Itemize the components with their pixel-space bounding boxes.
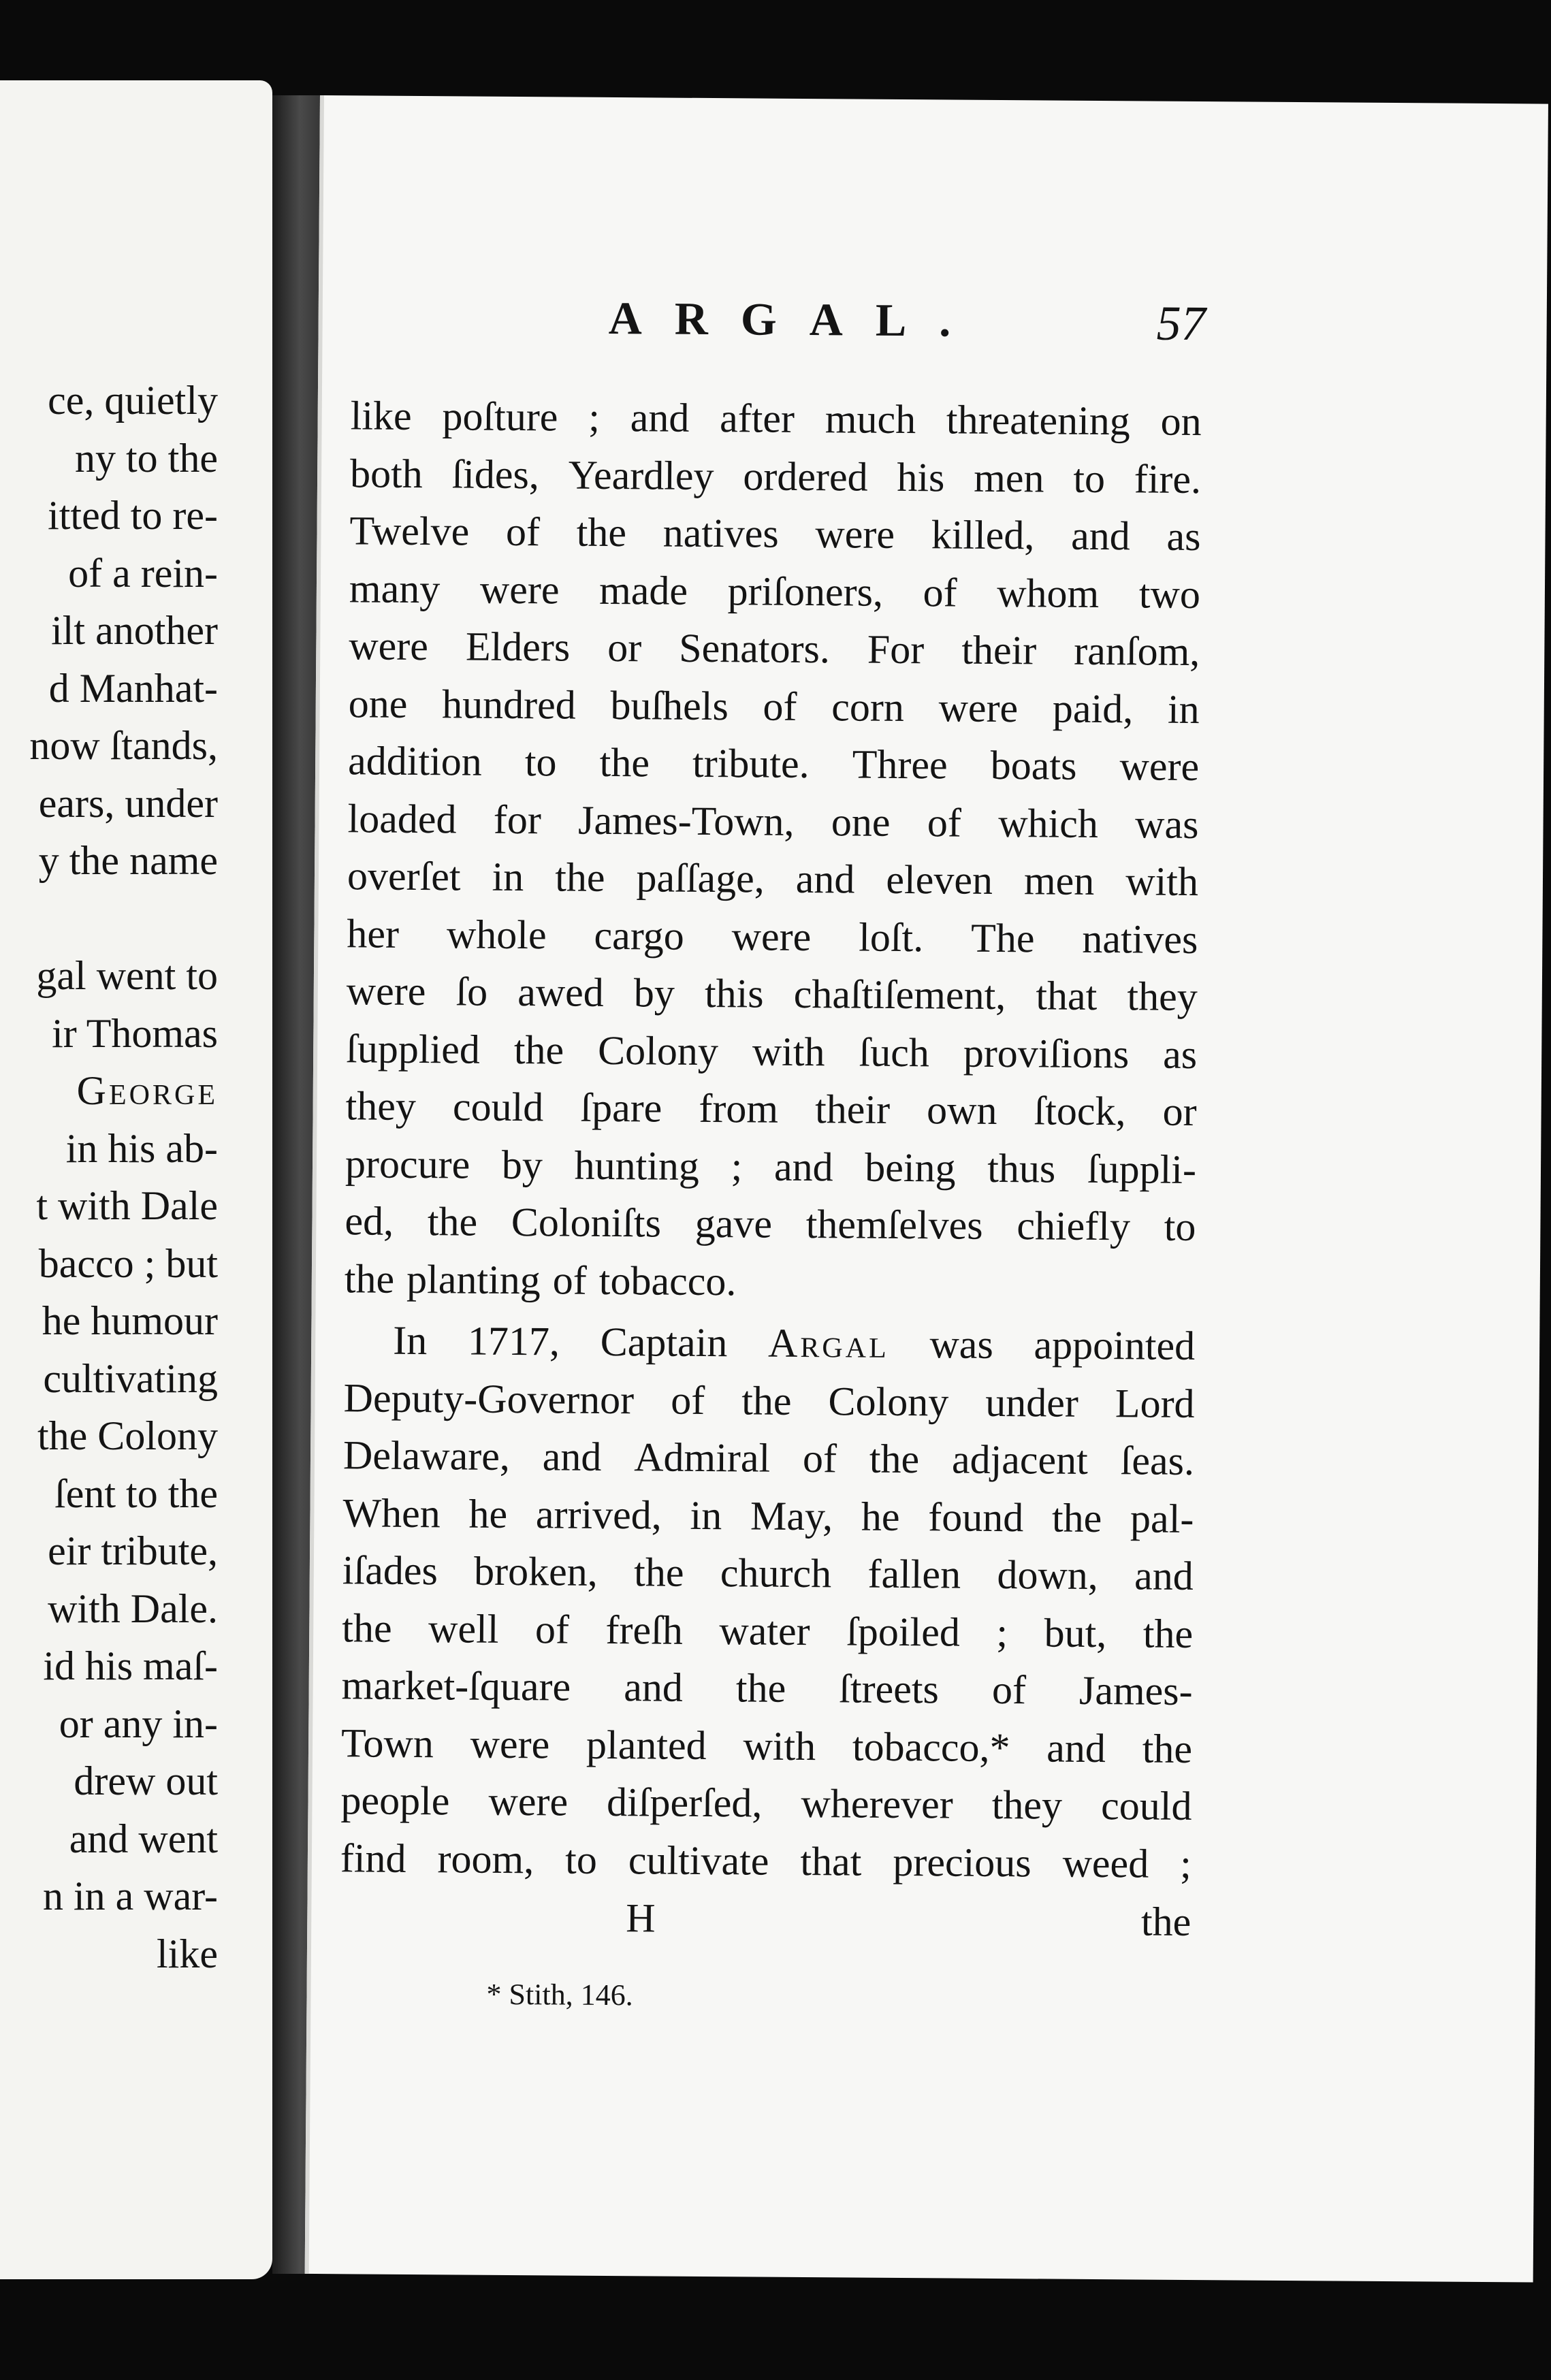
footnote: * Stith, 146. bbox=[486, 1977, 633, 2012]
left-page-line: ears, under bbox=[38, 780, 218, 826]
body-line: like poſture ; and after much threatening on bbox=[350, 393, 1202, 445]
body-line: were Elders or Senators. For their ranſom, bbox=[349, 623, 1200, 675]
left-page-line: and went bbox=[69, 1816, 218, 1861]
left-page-line: gal went to bbox=[36, 953, 218, 998]
left-page-line: now ſtands, bbox=[29, 723, 218, 768]
left-page-line: t with Dale bbox=[36, 1183, 218, 1228]
running-title: ARGAL. bbox=[608, 291, 984, 347]
body-line: Twelve of the natives were killed, and as bbox=[349, 508, 1201, 560]
body-line: people were diſperſed, wherever they could bbox=[340, 1778, 1192, 1829]
left-page-line: eir tribute, bbox=[48, 1528, 218, 1573]
body-line: addition to the tribute. Three boats were bbox=[347, 738, 1200, 790]
left-page-line: ir Thomas bbox=[52, 1010, 218, 1056]
body-line: In 1717, Captain Argal was appointed bbox=[393, 1317, 1196, 1369]
left-page-line: ilt another bbox=[51, 608, 218, 653]
body-line: both ſides, Yeardley ordered his men to fire. bbox=[349, 450, 1202, 502]
body-line: procure by hunting ; and being thus ſuppli- bbox=[345, 1140, 1197, 1192]
left-page-line: y the name bbox=[38, 838, 218, 883]
body-line: her whole cargo were loſt. The natives bbox=[347, 910, 1198, 962]
body-line: market-ſquare and the ſtreets of James- bbox=[341, 1662, 1193, 1714]
body-line: Delaware, and Admiral of the adjacent ſeas. bbox=[342, 1432, 1195, 1484]
left-page-line: the Colony bbox=[37, 1413, 218, 1458]
body-line: Town were planted with tobacco,* and the bbox=[340, 1720, 1193, 1771]
body-line: they could ſpare from their own ſtock, or bbox=[345, 1083, 1197, 1135]
body-line: iſades broken, the church fallen down, and bbox=[342, 1547, 1194, 1599]
left-page-line: bacco ; but bbox=[38, 1240, 218, 1286]
left-page-line: he humour bbox=[42, 1298, 218, 1343]
left-page-line: with Dale. bbox=[48, 1586, 218, 1631]
page-number: 57 bbox=[1156, 295, 1206, 351]
left-page-line: of a rein- bbox=[68, 550, 218, 596]
left-page-line: n in a war- bbox=[42, 1874, 218, 1918]
left-page-line: George bbox=[76, 1068, 218, 1113]
body-line: When he arrived, in May, he found the pal- bbox=[342, 1490, 1194, 1541]
left-page-line: drew out bbox=[74, 1758, 218, 1803]
catchword: the bbox=[1140, 1899, 1192, 1944]
body-line: find room, to cultivate that precious weed ; bbox=[340, 1835, 1192, 1886]
left-page-fragment bbox=[0, 80, 272, 2279]
left-page-line: in his ab- bbox=[65, 1125, 218, 1171]
left-page-line: cultivating bbox=[43, 1355, 218, 1401]
left-page-line: ſent to the bbox=[54, 1470, 218, 1516]
body-line: were ſo awed by this chaſtiſement, that they bbox=[346, 968, 1198, 1020]
body-line: the well of freſh water ſpoiled ; but, the bbox=[342, 1605, 1194, 1656]
signature-line bbox=[340, 1893, 1192, 1944]
body-line: Deputy-Governor of the Colony under Lord bbox=[343, 1374, 1195, 1426]
left-page-line: d Manhat- bbox=[48, 665, 218, 711]
left-page-line: id his maſ- bbox=[43, 1643, 218, 1688]
body-line: ed, the Coloniſts gave themſelves chiefly to bbox=[345, 1198, 1196, 1250]
left-page-line: or any in- bbox=[59, 1701, 218, 1746]
left-page-line: like bbox=[157, 1931, 218, 1976]
body-line: the planting of tobacco. bbox=[344, 1255, 737, 1304]
left-page-line: itted to re- bbox=[48, 493, 218, 538]
body-line: many were made priſoners, of whom two bbox=[349, 565, 1201, 617]
left-page-line: ny to the bbox=[75, 435, 218, 481]
right-page bbox=[305, 95, 1548, 2283]
body-line: overſet in the paſſage, and eleven men with bbox=[347, 853, 1199, 905]
body-line: ſupplied the Colony with ſuch proviſions as bbox=[345, 1025, 1198, 1077]
body-line: one hundred buſhels of corn were paid, in bbox=[348, 680, 1200, 732]
signature-mark: H bbox=[626, 1895, 656, 1941]
body-line: loaded for James-Town, one of which was bbox=[347, 795, 1199, 847]
left-page-line: ce, quietly bbox=[48, 378, 218, 423]
